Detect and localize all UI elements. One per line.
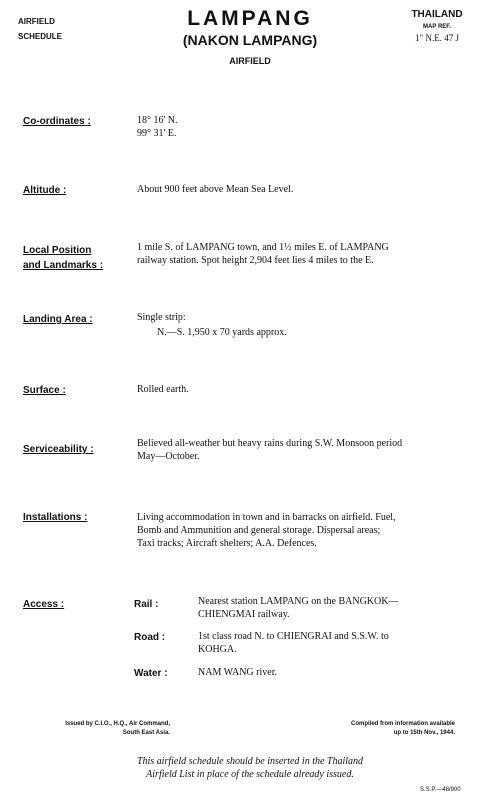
installations-line: Taxi tracks; Aircraft shelters; A.A. Defences.	[137, 538, 317, 549]
rail-line: CHIENGMAI railway.	[198, 609, 290, 620]
issued-by	[20, 720, 170, 738]
page-kind: AIRFIELD	[229, 56, 271, 66]
rail-label: Rail :	[134, 599, 159, 610]
landing-area-value	[137, 311, 477, 339]
surface-value: Rolled earth.	[137, 384, 189, 395]
latitude: 18° 16' N.	[137, 115, 178, 126]
map-ref-value: 1" N.E. 47 J	[415, 33, 459, 43]
serviceability-line: May—October.	[137, 451, 200, 462]
rail-line: Nearest station LAMPANG on the BANGKOK—	[198, 596, 399, 607]
road-line: KOHGA.	[198, 644, 237, 655]
insertion-note-line1: This airfield schedule should be inserted in the Thailand	[136, 756, 364, 767]
road-line: 1st class road N. to CHIENGRAI and S.S.W. to	[198, 631, 389, 642]
insertion-note-line2: Airfield List in place of the schedule already issued.	[146, 769, 354, 780]
document-code: S.S.P.—48/900	[420, 787, 461, 793]
insertion-note	[70, 755, 430, 781]
surface-label: Surface :	[23, 385, 66, 396]
road-value	[198, 630, 480, 656]
rail-value	[198, 595, 480, 621]
local-position-value	[137, 241, 477, 267]
local-position-label	[23, 243, 103, 273]
map-ref-label: MAP REF.	[423, 24, 451, 30]
compiled-note-line2: up to 15th Nov., 1944.	[393, 730, 455, 736]
serviceability-value	[137, 437, 477, 463]
installations-label: Installations :	[23, 512, 88, 523]
installations-value	[137, 511, 477, 550]
road-label: Road :	[134, 632, 166, 643]
issued-by-line2: South East Asia.	[122, 730, 170, 736]
local-position-label-line2: and Landmarks :	[23, 260, 104, 271]
issued-by-line1: Issued by C.I.O., H.Q., Air Command,	[65, 721, 170, 727]
compiled-note	[330, 720, 455, 738]
schedule-label-line1: AIRFIELD	[18, 17, 55, 26]
page-title: LAMPANG	[187, 7, 313, 30]
altitude-value: About 900 feet above Mean Sea Level.	[137, 184, 294, 195]
landing-area-line: Single strip:	[137, 312, 186, 323]
local-position-line: railway station. Spot height 2,904 feet lies 4 miles to the E.	[137, 255, 374, 266]
installations-line: Bomb and Ammunition and general storage. Dispersal areas;	[137, 525, 381, 536]
landing-area-label: Landing Area :	[23, 314, 93, 325]
water-label: Water :	[134, 668, 168, 679]
page-subtitle: (NAKON LAMPANG)	[182, 32, 318, 48]
access-label: Access :	[23, 599, 65, 610]
schedule-label-line2: SCHEDULE	[18, 32, 63, 41]
serviceability-label: Serviceability :	[23, 444, 94, 455]
map-reference-block	[392, 8, 482, 44]
longitude: 99° 31' E.	[137, 128, 177, 139]
schedule-label	[18, 14, 62, 44]
installations-line: Living accommodation in town and in barracks on airfield. Fuel,	[137, 512, 396, 523]
compiled-note-line1: Compiled from information available	[350, 721, 455, 727]
coordinates-value	[137, 114, 477, 140]
serviceability-line: Believed all-weather but heavy rains during S.W. Monsoon period	[137, 438, 403, 449]
altitude-label: Altitude :	[23, 185, 67, 196]
landing-area-line: N.—S. 1,950 x 70 yards approx.	[157, 327, 287, 338]
coordinates-label: Co-ordinates :	[23, 116, 91, 127]
page-title-block	[140, 8, 360, 70]
water-value: NAM WANG river.	[198, 667, 277, 678]
country-name: THAILAND	[411, 9, 463, 20]
local-position-label-line1: Local Position	[23, 245, 92, 256]
local-position-line: 1 mile S. of LAMPANG town, and 1½ miles E. of LAMPANG	[137, 242, 389, 253]
